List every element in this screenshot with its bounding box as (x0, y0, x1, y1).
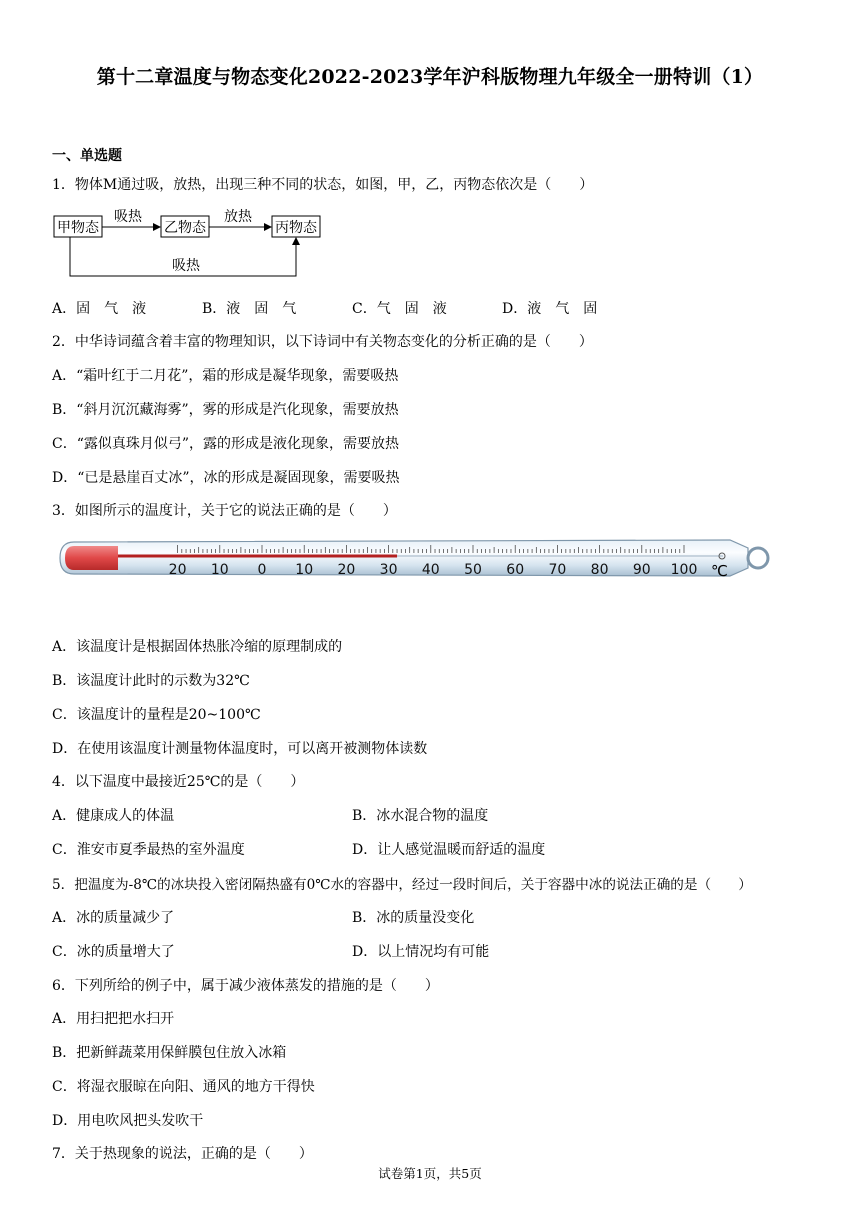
tick-label: 60 (506, 562, 525, 578)
tick-label: 10 (295, 562, 314, 578)
question-6-stem: 6．下列所给的例子中，属于减少液体蒸发的措施的是（ ） (52, 978, 439, 994)
q2-option-b[interactable]: B．“斜月沉沉藏海雾”，雾的形成是汽化现象，需要放热 (52, 402, 399, 418)
question-4-stem: 4．以下温度中最接近25℃的是（ ） (52, 774, 305, 790)
section-heading: 一、单选题 (52, 148, 122, 164)
q6-option-c[interactable]: C．将湿衣服晾在向阳、通风的地方干得快 (52, 1079, 315, 1095)
liquid-column (118, 555, 397, 558)
tick-label: 90 (632, 562, 651, 578)
unit-label: ℃ (711, 562, 728, 580)
question-2-stem: 2．中华诗词蕴含着丰富的物理知识，以下诗词中有关物态变化的分析正确的是（ ） (52, 334, 593, 350)
tick-label: 100 (670, 562, 698, 578)
q2-option-c[interactable]: C．“露似真珠月似弓”，露的形成是液化现象，需要放热 (52, 436, 400, 452)
state-b-label: 乙物态 (164, 220, 206, 236)
q1-option-b[interactable]: B．液 固 气 (202, 301, 297, 317)
tick-label: 10 (210, 562, 229, 578)
q4-option-c[interactable]: C．淮安市夏季最热的室外温度 (52, 842, 245, 858)
q4-option-b[interactable]: B．冰水混合物的温度 (352, 808, 489, 824)
q2-option-d[interactable]: D．“已是悬崖百丈冰”，冰的形成是凝固现象，需要吸热 (52, 470, 400, 486)
q5-option-b[interactable]: B．冰的质量没变化 (352, 910, 475, 926)
thermometer-hanging-ring (748, 548, 768, 568)
arrow-a-to-c-label: 吸热 (172, 258, 200, 274)
question-5-stem: 5．把温度为-8℃的冰块投入密闭隔热盛有0℃水的容器中，经过一段时间后，关于容器中冰的说法正确的是（ ） (52, 877, 752, 893)
state-c-label: 丙物态 (275, 220, 317, 236)
q1-option-c[interactable]: C．气 固 液 (352, 301, 447, 317)
tick-label: 30 (379, 562, 398, 578)
q3-option-b[interactable]: B．该温度计此时的示数为32℃ (52, 673, 250, 689)
q3-option-d[interactable]: D．在使用该温度计测量物体温度时，可以离开被测物体读数 (52, 741, 428, 757)
question-7-stem: 7．关于热现象的说法，正确的是（ ） (52, 1146, 313, 1162)
arrow-b-to-c-label: 放热 (224, 209, 252, 225)
q5-option-d[interactable]: D．以上情况均有可能 (352, 944, 490, 960)
q1-option-d[interactable]: D．液 气 固 (502, 301, 598, 317)
q4-option-a[interactable]: A．健康成人的体温 (52, 808, 175, 824)
arrow-a-to-b-label: 吸热 (114, 209, 142, 225)
q6-option-b[interactable]: B．把新鲜蔬菜用保鲜膜包住放入冰箱 (52, 1045, 287, 1061)
q5-option-c[interactable]: C．冰的质量增大了 (52, 944, 175, 960)
q2-option-a[interactable]: A．“霜叶红于二月花”，霜的形成是凝华现象，需要吸热 (52, 368, 399, 384)
tick-label: 20 (168, 562, 187, 578)
tick-label: 20 (337, 562, 356, 578)
q3-option-a[interactable]: A．该温度计是根据固体热胀冷缩的原理制成的 (52, 639, 343, 655)
q6-option-a[interactable]: A．用扫把把水扫开 (52, 1011, 175, 1027)
page-title: 第十二章温度与物态变化2022-2023学年沪科版物理九年级全一册特训（1） (96, 66, 764, 88)
q3-option-c[interactable]: C．该温度计的量程是20~100℃ (52, 707, 261, 723)
tick-label: 70 (548, 562, 567, 578)
q6-option-d[interactable]: D．用电吹风把头发吹干 (52, 1113, 204, 1129)
thermometer-figure (56, 536, 772, 586)
question-1-stem: 1．物体M通过吸，放热，出现三种不同的状态，如图，甲，乙，丙物态依次是（ ） (52, 177, 594, 193)
tick-label: 40 (421, 562, 440, 578)
tick-label: 80 (590, 562, 609, 578)
state-change-diagram (50, 204, 340, 282)
thermometer-bulb (65, 546, 118, 570)
page-footer: 试卷第1页，共5页 (378, 1166, 482, 1181)
question-3-stem: 3．如图所示的温度计，关于它的说法正确的是（ ） (52, 503, 397, 519)
tick-label: 0 (257, 562, 267, 578)
q5-option-a[interactable]: A．冰的质量减少了 (52, 910, 175, 926)
state-a-label: 甲物态 (57, 220, 99, 236)
q4-option-d[interactable]: D．让人感觉温暖而舒适的温度 (352, 842, 546, 858)
q1-option-a[interactable]: A．固 气 液 (52, 301, 147, 317)
tick-label: 50 (464, 562, 482, 578)
